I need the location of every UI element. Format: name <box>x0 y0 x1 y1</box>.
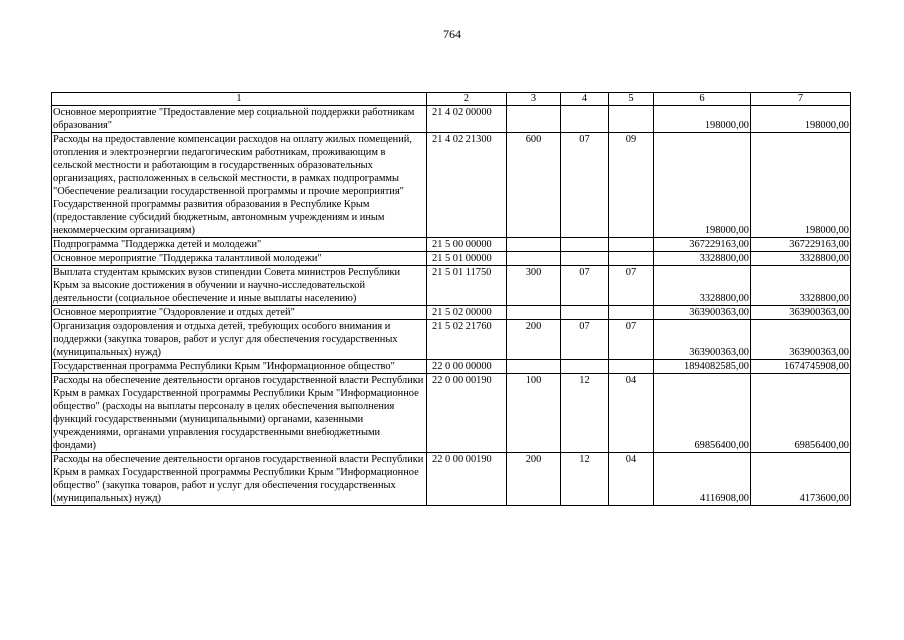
section-code: 07 <box>561 266 609 306</box>
expense-type-code: 600 <box>507 133 561 238</box>
target-article-code: 22 0 00 00190 <box>427 374 507 453</box>
amount-year-1: 3328800,00 <box>654 266 751 306</box>
amount-year-2: 3328800,00 <box>751 252 851 266</box>
target-article-code: 22 0 00 00190 <box>427 453 507 506</box>
expense-type-code: 200 <box>507 320 561 360</box>
section-code <box>561 238 609 252</box>
section-code <box>561 306 609 320</box>
table-row <box>52 266 851 306</box>
header-cell: 6 <box>654 93 751 106</box>
budget-table <box>51 92 851 506</box>
amount-year-1: 4116908,00 <box>654 453 751 506</box>
expense-type-code <box>507 238 561 252</box>
table-row <box>52 252 851 266</box>
table-row <box>52 238 851 252</box>
table-row <box>52 453 851 506</box>
subsection-code: 04 <box>609 453 654 506</box>
header-cell: 7 <box>751 93 851 106</box>
header-cell: 5 <box>609 93 654 106</box>
amount-year-2: 4173600,00 <box>751 453 851 506</box>
section-code <box>561 360 609 374</box>
amount-year-1: 363900363,00 <box>654 320 751 360</box>
table-row <box>52 106 851 133</box>
amount-year-1: 198000,00 <box>654 133 751 238</box>
subsection-code <box>609 252 654 266</box>
table-row <box>52 360 851 374</box>
section-code <box>561 106 609 133</box>
amount-year-1: 367229163,00 <box>654 238 751 252</box>
row-name-cell: Расходы на обеспечение деятельности органов государственной власти Республики Крым в рамках Государственной программы Республики Крым "Информационное общество" (закупка товаров, работ и услуг для обеспечения государственных (муниципальных) нужд) <box>52 453 427 506</box>
section-code <box>561 252 609 266</box>
target-article-code: 21 5 01 11750 <box>427 266 507 306</box>
amount-year-2: 363900363,00 <box>751 320 851 360</box>
row-name-cell: Основное мероприятие "Оздоровление и отдых детей" <box>52 306 427 320</box>
target-article-code: 21 4 02 21300 <box>427 133 507 238</box>
amount-year-2: 198000,00 <box>751 106 851 133</box>
section-code: 07 <box>561 133 609 238</box>
expense-type-code <box>507 360 561 374</box>
amount-year-1: 363900363,00 <box>654 306 751 320</box>
row-name-cell: Организация оздоровления и отдыха детей, требующих особого внимания и поддержки (закупка товаров, работ и услуг для обеспечения государственных (муниципальных) нужд) <box>52 320 427 360</box>
subsection-code: 07 <box>609 266 654 306</box>
target-article-code: 21 5 02 21760 <box>427 320 507 360</box>
target-article-code: 21 5 01 00000 <box>427 252 507 266</box>
target-article-code: 21 5 00 00000 <box>427 238 507 252</box>
target-article-code: 21 4 02 00000 <box>427 106 507 133</box>
subsection-code <box>609 238 654 252</box>
amount-year-2: 1674745908,00 <box>751 360 851 374</box>
header-cell: 2 <box>427 93 507 106</box>
expense-type-code: 100 <box>507 374 561 453</box>
subsection-code <box>609 360 654 374</box>
table-row <box>52 320 851 360</box>
section-code: 07 <box>561 320 609 360</box>
page-number: 764 <box>443 27 461 41</box>
amount-year-2: 3328800,00 <box>751 266 851 306</box>
expense-type-code: 300 <box>507 266 561 306</box>
row-name-cell: Расходы на обеспечение деятельности органов государственной власти Республики Крым в рамках Государственной программы Республики Крым "Информационное общество" (расходы на выплаты персоналу в целях обеспечения выполнения функций государственными (муниципальными) органами, казенными учреждениями, органами управления государственными внебюджетными фондами) <box>52 374 427 453</box>
section-code: 12 <box>561 374 609 453</box>
subsection-code <box>609 106 654 133</box>
expense-type-code <box>507 106 561 133</box>
amount-year-1: 3328800,00 <box>654 252 751 266</box>
header-cell: 4 <box>561 93 609 106</box>
row-name-cell: Расходы на предоставление компенсации расходов на оплату жилых помещений, отопления и электроэнергии педагогическим работникам, проживающим в сельской местности и работающим в государственных образовательных организациях, расположенных в сельской местности, в рамках подпрограммы "Обеспечение реализации государственной программы и прочие мероприятия" Государственной программы развития образования в Республике Крым (предоставление субсидий бюджетным, автономным учреждениям и иным некоммерческим организациям) <box>52 133 427 238</box>
row-name-cell: Подпрограмма "Поддержка детей и молодежи" <box>52 238 427 252</box>
subsection-code: 09 <box>609 133 654 238</box>
expense-type-code <box>507 252 561 266</box>
amount-year-2: 198000,00 <box>751 133 851 238</box>
target-article-code: 22 0 00 00000 <box>427 360 507 374</box>
subsection-code: 04 <box>609 374 654 453</box>
table-row <box>52 133 851 238</box>
expense-type-code <box>507 306 561 320</box>
row-name-cell: Основное мероприятие "Предоставление мер социальной поддержки работникам образования" <box>52 106 427 133</box>
amount-year-1: 1894082585,00 <box>654 360 751 374</box>
subsection-code: 07 <box>609 320 654 360</box>
amount-year-1: 198000,00 <box>654 106 751 133</box>
row-name-cell: Основное мероприятие "Поддержка талантливой молодежи" <box>52 252 427 266</box>
amount-year-1: 69856400,00 <box>654 374 751 453</box>
table-header-row <box>52 93 851 106</box>
row-name-cell: Государственная программа Республики Крым "Информационное общество" <box>52 360 427 374</box>
header-cell: 3 <box>507 93 561 106</box>
amount-year-2: 69856400,00 <box>751 374 851 453</box>
section-code: 12 <box>561 453 609 506</box>
row-name-cell: Выплата студентам крымских вузов стипендии Совета министров Республики Крым за высокие достижения в обучении и научно-исследовательской деятельности (социальное обеспечение и иные выплаты населению) <box>52 266 427 306</box>
target-article-code: 21 5 02 00000 <box>427 306 507 320</box>
table-row <box>52 374 851 453</box>
amount-year-2: 363900363,00 <box>751 306 851 320</box>
header-cell: 1 <box>52 93 427 106</box>
expense-type-code: 200 <box>507 453 561 506</box>
subsection-code <box>609 306 654 320</box>
table-row <box>52 306 851 320</box>
amount-year-2: 367229163,00 <box>751 238 851 252</box>
